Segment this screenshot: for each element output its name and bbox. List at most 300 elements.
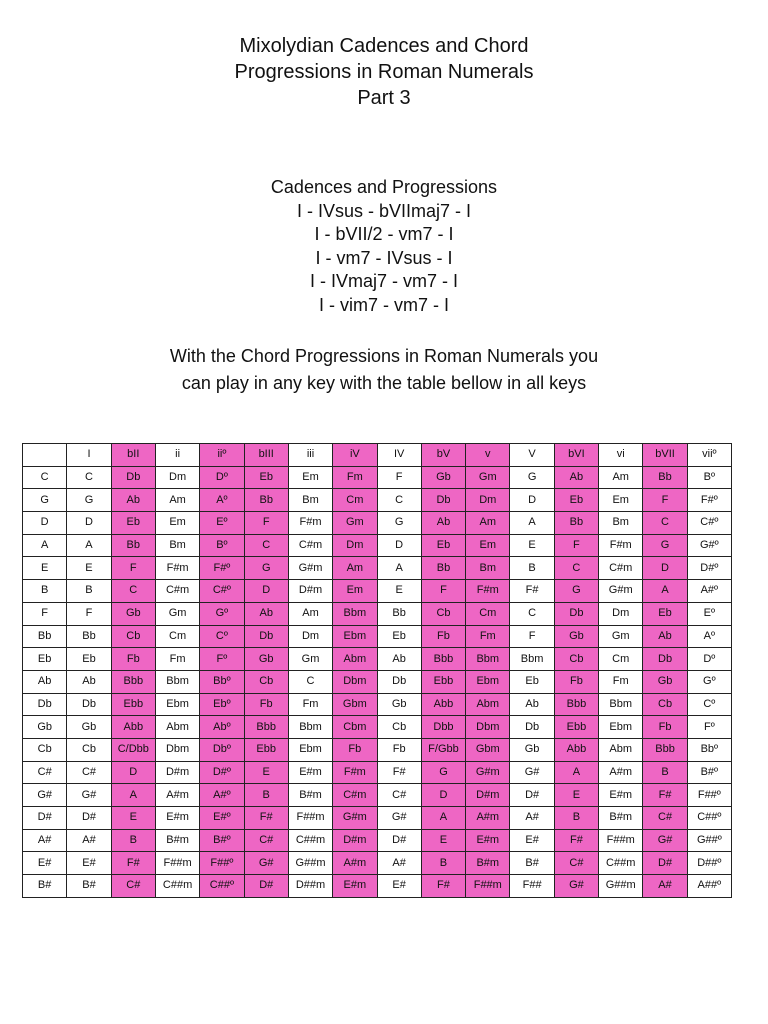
- chord-cell: Em: [466, 534, 510, 557]
- chord-cell: G#: [554, 875, 598, 898]
- chord-cell: Dbm: [155, 738, 199, 761]
- chord-cell: C#: [111, 875, 155, 898]
- chord-cell: Bb: [421, 557, 465, 580]
- chord-cell: B#m: [599, 807, 643, 830]
- chord-cell: A#º: [687, 580, 731, 603]
- table-row: [23, 670, 732, 693]
- chord-cell: G#m: [466, 761, 510, 784]
- chord-table: [22, 443, 732, 898]
- usage-note: With the Chord Progressions in Roman Numerals you can play in any key with the table bellow in all keys: [169, 346, 599, 393]
- chord-cell: G#: [510, 761, 554, 784]
- chord-cell: Ebb: [111, 693, 155, 716]
- chord-cell: Eb: [244, 466, 288, 489]
- chord-cell: A: [377, 557, 421, 580]
- chord-cell: Cb: [377, 716, 421, 739]
- chord-cell: Dbm: [333, 670, 377, 693]
- chord-cell: C##m: [599, 852, 643, 875]
- chord-cell: Db: [377, 670, 421, 693]
- chord-cell: Cb: [244, 670, 288, 693]
- chord-cell: A: [111, 784, 155, 807]
- progressions-block: [0, 176, 768, 317]
- chord-cell: Am: [155, 489, 199, 512]
- chord-cell: Bº: [687, 466, 731, 489]
- table-row: [23, 875, 732, 898]
- chord-cell: C#m: [333, 784, 377, 807]
- chord-cell: F#m: [288, 512, 332, 535]
- chord-cell: G##º: [687, 829, 731, 852]
- chord-cell: B#º: [200, 829, 244, 852]
- table-row: [23, 784, 732, 807]
- chord-cell: C##m: [288, 829, 332, 852]
- table-head: [23, 444, 732, 467]
- chord-cell: C: [288, 670, 332, 693]
- chord-cell: Bbm: [288, 716, 332, 739]
- chord-cell: F##: [510, 875, 554, 898]
- chord-cell: F: [510, 625, 554, 648]
- chord-cell: Bbm: [155, 670, 199, 693]
- chord-cell: B: [643, 761, 687, 784]
- chord-cell: D#: [67, 807, 111, 830]
- chord-cell: Em: [333, 580, 377, 603]
- table-row: [23, 761, 732, 784]
- chord-cell: D#: [244, 875, 288, 898]
- chord-cell: C#m: [599, 557, 643, 580]
- chord-cell: Fm: [155, 648, 199, 671]
- key-cell: B: [23, 580, 67, 603]
- chord-cell: G: [377, 512, 421, 535]
- table-row: [23, 829, 732, 852]
- chord-cell: Gm: [466, 466, 510, 489]
- key-cell: Ab: [23, 670, 67, 693]
- progression-item: I - vim7 - vm7 - I: [319, 294, 449, 315]
- chord-cell: Db: [111, 466, 155, 489]
- chord-cell: C#m: [288, 534, 332, 557]
- chord-cell: Ab: [421, 512, 465, 535]
- chord-cell: Gº: [687, 670, 731, 693]
- chord-cell: A#m: [599, 761, 643, 784]
- chord-cell: Bm: [599, 512, 643, 535]
- chord-cell: Fb: [421, 625, 465, 648]
- chord-cell: G: [510, 466, 554, 489]
- chord-cell: Db: [244, 625, 288, 648]
- chord-cell: D#º: [200, 761, 244, 784]
- table-row: [23, 466, 732, 489]
- chord-cell: C: [111, 580, 155, 603]
- chord-cell: B#º: [687, 761, 731, 784]
- chord-cell: Eb: [111, 512, 155, 535]
- chord-cell: Bbm: [599, 693, 643, 716]
- key-cell: G#: [23, 784, 67, 807]
- chord-cell: Cm: [155, 625, 199, 648]
- chord-cell: Am: [466, 512, 510, 535]
- chord-cell: A#: [67, 829, 111, 852]
- chord-cell: Bbº: [687, 738, 731, 761]
- chord-cell: F/Gbb: [421, 738, 465, 761]
- chord-cell: Gb: [510, 738, 554, 761]
- chord-cell: C/Dbb: [111, 738, 155, 761]
- header-cell: bVII: [643, 444, 687, 467]
- chord-cell: Gb: [643, 670, 687, 693]
- chord-cell: D: [377, 534, 421, 557]
- chord-cell: Fm: [599, 670, 643, 693]
- chord-cell: D#: [643, 852, 687, 875]
- chord-cell: D: [67, 512, 111, 535]
- table-row: [23, 489, 732, 512]
- chord-cell: F#: [421, 875, 465, 898]
- chord-cell: F#: [377, 761, 421, 784]
- chord-cell: Bbb: [421, 648, 465, 671]
- progression-item: I - IVsus - bVIImaj7 - I: [296, 200, 472, 221]
- chord-cell: B#m: [466, 852, 510, 875]
- chord-cell: Aº: [200, 489, 244, 512]
- chord-cell: Eb: [643, 602, 687, 625]
- chord-cell: G: [421, 761, 465, 784]
- chord-cell: Dm: [599, 602, 643, 625]
- chord-cell: F##m: [466, 875, 510, 898]
- chord-cell: F: [377, 466, 421, 489]
- chord-cell: Gb: [554, 625, 598, 648]
- key-cell: A: [23, 534, 67, 557]
- chord-cell: Dbm: [466, 716, 510, 739]
- chord-cell: Dº: [687, 648, 731, 671]
- header-cell: iii: [288, 444, 332, 467]
- header-cell: IV: [377, 444, 421, 467]
- chord-cell: C##º: [687, 807, 731, 830]
- chord-cell: A##º: [687, 875, 731, 898]
- chord-cell: Ab: [67, 670, 111, 693]
- table-row: [23, 693, 732, 716]
- chord-cell: F: [643, 489, 687, 512]
- chord-cell: Dbb: [421, 716, 465, 739]
- chord-cell: Ab: [554, 466, 598, 489]
- chord-cell: Abb: [111, 716, 155, 739]
- chord-cell: E#: [377, 875, 421, 898]
- key-cell: E#: [23, 852, 67, 875]
- chord-cell: Fb: [244, 693, 288, 716]
- chord-cell: Gm: [288, 648, 332, 671]
- chord-cell: C: [554, 557, 598, 580]
- table-row: [23, 807, 732, 830]
- chord-cell: Db: [510, 716, 554, 739]
- chord-cell: Ebm: [288, 738, 332, 761]
- header-cell: vi: [599, 444, 643, 467]
- chord-cell: Gb: [244, 648, 288, 671]
- key-cell: A#: [23, 829, 67, 852]
- chord-cell: D: [643, 557, 687, 580]
- chord-cell: Eb: [377, 625, 421, 648]
- chord-cell: E#m: [599, 784, 643, 807]
- chord-cell: Bm: [288, 489, 332, 512]
- chord-cell: Ebm: [599, 716, 643, 739]
- chord-cell: C#: [377, 784, 421, 807]
- chord-cell: F#m: [466, 580, 510, 603]
- chord-cell: F##m: [599, 829, 643, 852]
- chord-cell: E: [421, 829, 465, 852]
- chord-cell: Dm: [288, 625, 332, 648]
- chord-cell: F##m: [288, 807, 332, 830]
- header-cell: viiº: [687, 444, 731, 467]
- key-cell: F: [23, 602, 67, 625]
- chord-cell: Cb: [67, 738, 111, 761]
- chord-cell: C#º: [687, 512, 731, 535]
- chord-cell: Gb: [421, 466, 465, 489]
- chord-cell: Gb: [67, 716, 111, 739]
- chord-cell: Cm: [599, 648, 643, 671]
- progressions-heading: Cadences and Progressions: [270, 177, 498, 197]
- chord-cell: Fm: [466, 625, 510, 648]
- chord-cell: C##m: [155, 875, 199, 898]
- chord-cell: F: [67, 602, 111, 625]
- chord-cell: A#: [643, 875, 687, 898]
- chord-cell: Ab: [510, 693, 554, 716]
- chord-cell: Bb: [643, 466, 687, 489]
- chord-cell: F#: [244, 807, 288, 830]
- chord-cell: Gbm: [466, 738, 510, 761]
- chord-cell: G#º: [687, 534, 731, 557]
- chord-cell: A: [67, 534, 111, 557]
- chord-cell: Fb: [111, 648, 155, 671]
- key-cell: D: [23, 512, 67, 535]
- chord-cell: Ab: [244, 602, 288, 625]
- chord-cell: Em: [288, 466, 332, 489]
- chord-cell: Dm: [155, 466, 199, 489]
- chord-cell: Gb: [377, 693, 421, 716]
- chord-cell: G##m: [599, 875, 643, 898]
- chord-cell: B: [510, 557, 554, 580]
- chord-cell: Gm: [155, 602, 199, 625]
- table-row: [23, 557, 732, 580]
- chord-cell: E: [67, 557, 111, 580]
- header-cell: ii: [155, 444, 199, 467]
- chord-cell: A: [510, 512, 554, 535]
- chord-cell: B: [67, 580, 111, 603]
- chord-cell: G: [244, 557, 288, 580]
- chord-cell: B: [554, 807, 598, 830]
- chord-cell: Bb: [244, 489, 288, 512]
- chord-cell: D#: [510, 784, 554, 807]
- chord-cell: Ebm: [155, 693, 199, 716]
- chord-cell: Fb: [554, 670, 598, 693]
- chord-cell: A#m: [333, 852, 377, 875]
- table-header-row: [23, 444, 732, 467]
- chord-cell: Bb: [377, 602, 421, 625]
- chord-cell: E#: [67, 852, 111, 875]
- chord-cell: D##m: [288, 875, 332, 898]
- chord-cell: D: [244, 580, 288, 603]
- chord-cell: C#: [554, 852, 598, 875]
- chord-cell: E: [554, 784, 598, 807]
- key-cell: C: [23, 466, 67, 489]
- chord-cell: F#: [510, 580, 554, 603]
- chord-cell: C#m: [155, 580, 199, 603]
- chord-cell: G#m: [333, 807, 377, 830]
- chord-cell: Abm: [333, 648, 377, 671]
- chord-cell: E: [244, 761, 288, 784]
- chord-cell: Gm: [333, 512, 377, 535]
- header-cell: bII: [111, 444, 155, 467]
- chord-cell: Fm: [288, 693, 332, 716]
- header-cell: bVI: [554, 444, 598, 467]
- header-cell: [23, 444, 67, 467]
- chord-cell: Ebb: [244, 738, 288, 761]
- chord-cell: Bm: [466, 557, 510, 580]
- chord-cell: D#º: [687, 557, 731, 580]
- chord-cell: Bm: [155, 534, 199, 557]
- chord-cell: Cbm: [333, 716, 377, 739]
- table-row: [23, 648, 732, 671]
- chord-cell: C#º: [200, 580, 244, 603]
- chord-cell: E: [111, 807, 155, 830]
- chord-cell: C#: [67, 761, 111, 784]
- chord-cell: G#: [244, 852, 288, 875]
- chord-cell: Eb: [421, 534, 465, 557]
- chord-cell: Cb: [111, 625, 155, 648]
- chord-cell: G#: [377, 807, 421, 830]
- chord-cell: F#: [111, 852, 155, 875]
- chord-cell: A: [643, 580, 687, 603]
- chord-cell: Db: [554, 602, 598, 625]
- chord-cell: C: [377, 489, 421, 512]
- chord-cell: Ebº: [200, 693, 244, 716]
- header-cell: v: [466, 444, 510, 467]
- chord-cell: Abb: [554, 738, 598, 761]
- chord-cell: C: [244, 534, 288, 557]
- chord-cell: Bb: [554, 512, 598, 535]
- chord-cell: A#: [510, 807, 554, 830]
- chord-cell: Dm: [333, 534, 377, 557]
- chord-cell: D: [111, 761, 155, 784]
- chord-cell: A: [554, 761, 598, 784]
- key-cell: G: [23, 489, 67, 512]
- chord-cell: D: [421, 784, 465, 807]
- chord-cell: Bº: [200, 534, 244, 557]
- chord-cell: Bbm: [333, 602, 377, 625]
- chord-cell: Fb: [377, 738, 421, 761]
- chord-cell: D: [510, 489, 554, 512]
- chord-cell: C: [67, 466, 111, 489]
- chord-cell: F#m: [155, 557, 199, 580]
- title-line-2: Progressions in Roman Numerals: [234, 61, 534, 83]
- progression-item: I - bVII/2 - vm7 - I: [314, 224, 454, 244]
- header-cell: iiº: [200, 444, 244, 467]
- chord-cell: G#m: [288, 557, 332, 580]
- chord-cell: Cb: [554, 648, 598, 671]
- chord-cell: Ebm: [466, 670, 510, 693]
- chord-cell: Db: [67, 693, 111, 716]
- title-line-1: Mixolydian Cadences and Chord: [239, 35, 529, 57]
- chord-cell: Bb: [67, 625, 111, 648]
- chord-cell: Bbb: [643, 738, 687, 761]
- chord-cell: F##º: [200, 852, 244, 875]
- chord-cell: Bbb: [554, 693, 598, 716]
- chord-cell: Fb: [333, 738, 377, 761]
- chord-cell: Eº: [687, 602, 731, 625]
- chord-cell: Dº: [200, 466, 244, 489]
- chord-cell: E: [377, 580, 421, 603]
- chord-cell: F#: [643, 784, 687, 807]
- title-line-3: Part 3: [357, 87, 411, 109]
- chord-cell: Abm: [599, 738, 643, 761]
- chord-cell: Cb: [643, 693, 687, 716]
- table-row: [23, 738, 732, 761]
- chord-cell: Cº: [200, 625, 244, 648]
- chord-cell: D##º: [687, 852, 731, 875]
- header-cell: bV: [421, 444, 465, 467]
- header-cell: iV: [333, 444, 377, 467]
- table-body: [23, 466, 732, 897]
- key-cell: Bb: [23, 625, 67, 648]
- key-cell: D#: [23, 807, 67, 830]
- chord-cell: E#m: [288, 761, 332, 784]
- chord-cell: Am: [599, 466, 643, 489]
- chord-cell: Cm: [333, 489, 377, 512]
- chord-cell: Gº: [200, 602, 244, 625]
- chord-cell: F: [111, 557, 155, 580]
- table-row: [23, 852, 732, 875]
- chord-cell: F: [554, 534, 598, 557]
- chord-cell: A#: [377, 852, 421, 875]
- key-cell: Cb: [23, 738, 67, 761]
- chord-cell: Dbº: [200, 738, 244, 761]
- chord-cell: Ebb: [421, 670, 465, 693]
- chord-cell: B#: [67, 875, 111, 898]
- page-title: [0, 33, 768, 111]
- chord-cell: Bbb: [244, 716, 288, 739]
- chord-cell: A: [421, 807, 465, 830]
- chord-cell: G#m: [599, 580, 643, 603]
- chord-cell: D#m: [155, 761, 199, 784]
- chord-cell: F#º: [687, 489, 731, 512]
- key-cell: Db: [23, 693, 67, 716]
- chord-cell: Bbm: [466, 648, 510, 671]
- chord-cell: Ab: [111, 489, 155, 512]
- chord-cell: E#m: [155, 807, 199, 830]
- chord-cell: F#m: [599, 534, 643, 557]
- chord-cell: G#: [67, 784, 111, 807]
- chord-cell: Abm: [466, 693, 510, 716]
- key-cell: E: [23, 557, 67, 580]
- chord-cell: Eb: [67, 648, 111, 671]
- chord-cell: F##m: [155, 852, 199, 875]
- chord-cell: F: [244, 512, 288, 535]
- chord-cell: Abº: [200, 716, 244, 739]
- chord-cell: Ebm: [333, 625, 377, 648]
- chord-cell: B: [111, 829, 155, 852]
- chord-cell: B#m: [155, 829, 199, 852]
- chord-cell: Am: [333, 557, 377, 580]
- table-row: [23, 602, 732, 625]
- chord-cell: B: [421, 852, 465, 875]
- chord-cell: D#m: [466, 784, 510, 807]
- chord-cell: Cb: [421, 602, 465, 625]
- chord-cell: B#: [510, 852, 554, 875]
- chord-cell: C#: [244, 829, 288, 852]
- chord-cell: Abm: [155, 716, 199, 739]
- chord-cell: B#m: [288, 784, 332, 807]
- progression-item: I - vm7 - IVsus - I: [315, 247, 453, 268]
- chord-cell: G: [554, 580, 598, 603]
- chord-cell: D#m: [333, 829, 377, 852]
- header-cell: I: [67, 444, 111, 467]
- chord-cell: Ab: [377, 648, 421, 671]
- chord-cell: Fb: [643, 716, 687, 739]
- chord-cell: F##º: [687, 784, 731, 807]
- chord-cell: Am: [288, 602, 332, 625]
- chord-cell: Abb: [421, 693, 465, 716]
- chord-cell: Eº: [200, 512, 244, 535]
- table-row: [23, 716, 732, 739]
- chord-cell: B: [244, 784, 288, 807]
